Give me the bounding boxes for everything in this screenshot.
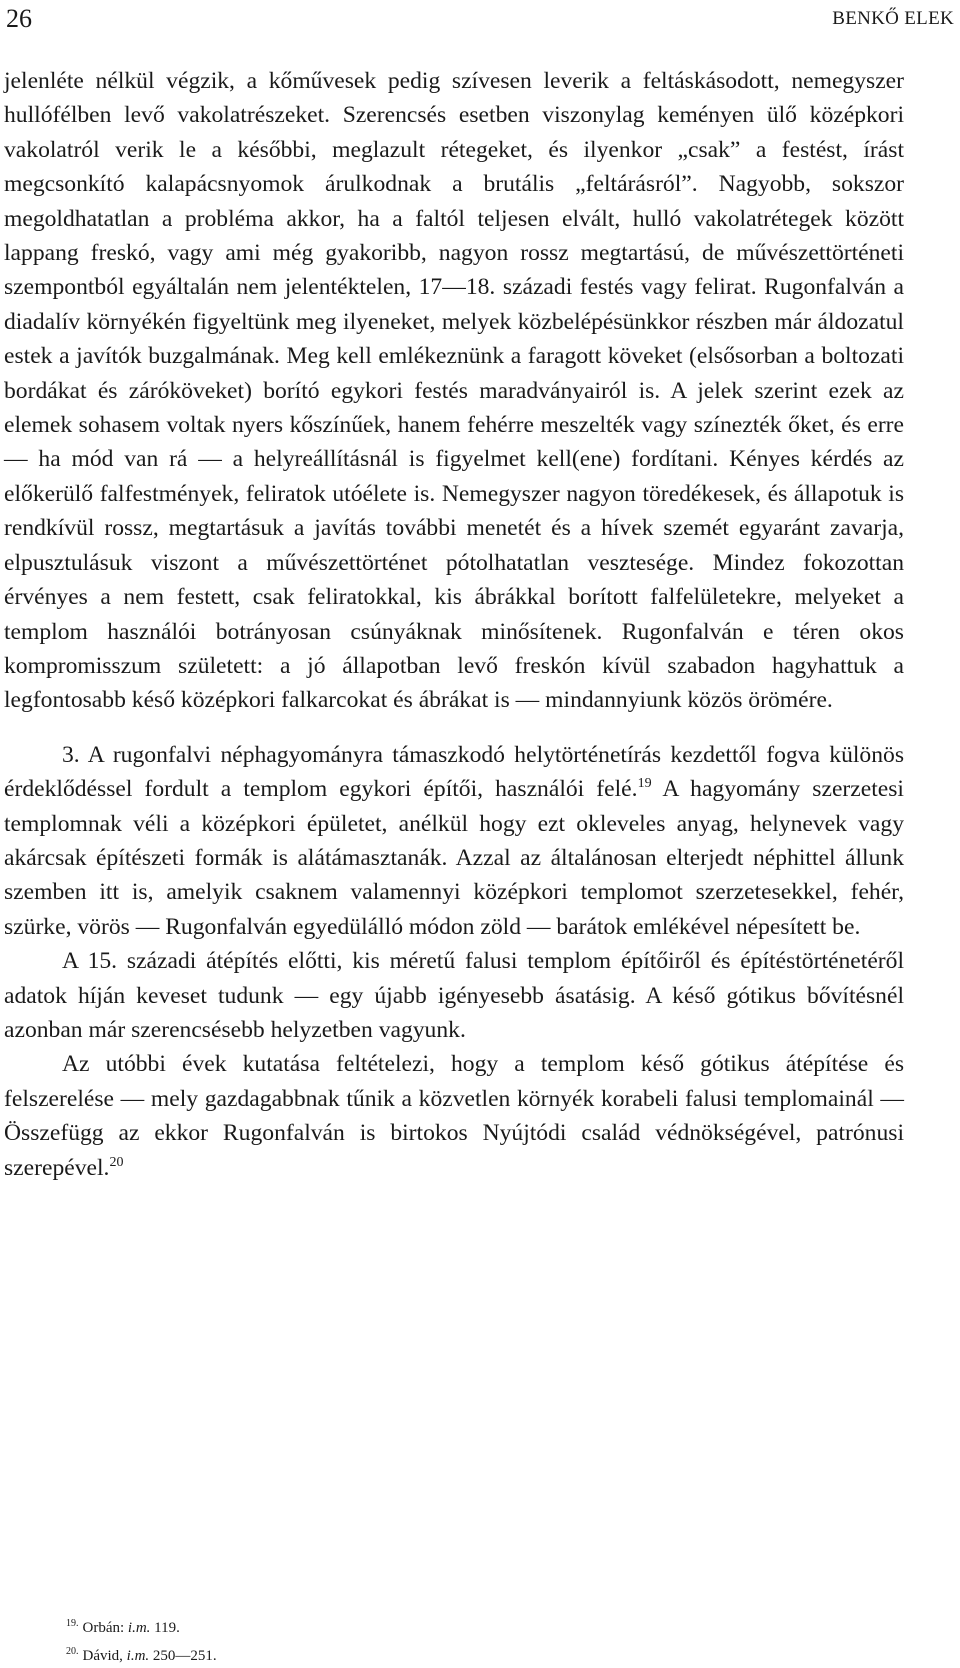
footnote-pages: 119. [150, 1620, 180, 1636]
page-header [6, 0, 954, 40]
footnote-19 [66, 1612, 217, 1640]
footnote-number: 20. [66, 1646, 79, 1657]
paragraph-2 [4, 738, 904, 944]
footnote-ref-19[interactable]: 19 [637, 776, 652, 792]
footnote-20 [66, 1640, 217, 1668]
running-head: BENKŐ ELEK [832, 8, 954, 29]
paragraph-4 [4, 1047, 904, 1185]
footnote-author: Dávid, [82, 1648, 123, 1664]
paragraph-4-text: Az utóbbi évek kutatása feltételezi, hogy a templom késő gótikus átépítése és felszerelése — mely gazdagabbnak tűnik a közvetlen környék korabeli falusi templomainál — Összefügg az ekkor Rugonfalván is birtokos Nyújtódi család védnökségével, patrónusi szerepével. [4, 1051, 904, 1181]
paragraph-1: jelenléte nélkül végzik, a kőművesek pedig szívesen leverik a feltáskásodott, nemegyszer hullófélben levő vakolatrészeket. Szerencsés esetben viszonylag keményen ülő középkori vakolatról verik le a későbbi, meglazult rétegeket, és ilyenkor „csak” a festést, írást megcsonkító kalapácsnyomok árulkodnak a brutális „feltárásról”. Nagyobb, sokszor megoldhatatlan a probléma akkor, ha a faltól teljesen elvált, hulló vakolatrétegek között lappang freskó, vagy ami még gyakoribb, nagyon rossz megtartású, de művészettörténeti szempontból egyáltalán nem jelentéktelen, 17—18. századi festés vagy felirat. Rugonfalván a diadalív környékén figyeltünk meg ilyeneket, melyek közbelépésünkkor részben már áldozatul estek a javítók buzgalmának. Meg kell emlékeznünk a faragott köveket (elsősorban a boltozati bordákat és záróköveket) borító egykori festés maradványairól is. A jelek szerint ezek az elemek sohasem voltak nyers kőszínűek, hanem fehérre meszelték vagy színezték őket, és erre — ha mód van rá — a helyreállításnál is figyelmet kell(ene) fordítani. Kényes kérdés az előkerülő falfestmények, feliratok utóélete is. Nemegyszer nagyon töredékesek, és állapotuk is rendkívül rossz, megtartásuk a javítás további menetét és a hívek szemét egyaránt zavarja, elpusztulásuk viszont a művészettörténet pótolhatatlan vesztesége. Mindez fokozottan érvényes a nem festett, csak feliratokkal, kis ábrákkal borított falfelületekre, melyeket a templom használói botrányosan csúnyáknak minősítenek. Rugonfalván e téren okos kompromisszum született: a jó állapotban levő freskón kívül szabadon hagyhattuk a legfontosabb késő középkori falkarcokat és ábrákat is — mindannyiunk közös örömére. [4, 68, 904, 714]
footnote-author: Orbán: [82, 1620, 125, 1636]
footnotes [66, 1612, 217, 1668]
footnote-number: 19. [66, 1618, 79, 1629]
footnote-pages: 250—251. [149, 1648, 217, 1664]
footnote-ref-20[interactable]: 20 [109, 1154, 124, 1170]
page-number: 26 [6, 4, 32, 33]
footnote-ref-abbrev: i.m. [126, 1648, 150, 1664]
paragraph-2-text: 3. A rugonfalvi néphagyományra támaszkodó helytörténetírás kezdettől fogva különös érdeklődéssel fordult a templom egykori építői, használói felé. [4, 741, 904, 803]
body-text [4, 64, 904, 1185]
paragraph-2-text-cont: A hagyomány szerzetesi templomnak véli a középkori épületet, anélkül hogy ezt okleveles anyag, helynevek vagy akárcsak építészeti formák is alátámasztanák. Azzal az általánosan elterjedt néphittel állunk szemben itt is, amelyik csaknem valamennyi középkori templomot szerzetesekkel, fehér, szürke, vörös — Rugonfalván egyedülálló módon zöld — barátok emlékével népesített be. [4, 776, 904, 940]
footnote-ref-abbrev: i.m. [127, 1620, 151, 1636]
paragraph-3: A 15. századi átépítés előtti, kis méretű falusi templom építőiről és építéstörténetéről adatok híján keveset tudunk — egy újabb igényesebb ásatásig. A késő gótikus bővítésnél azonban már szerencsésebb helyzetben vagyunk. [4, 948, 904, 1043]
